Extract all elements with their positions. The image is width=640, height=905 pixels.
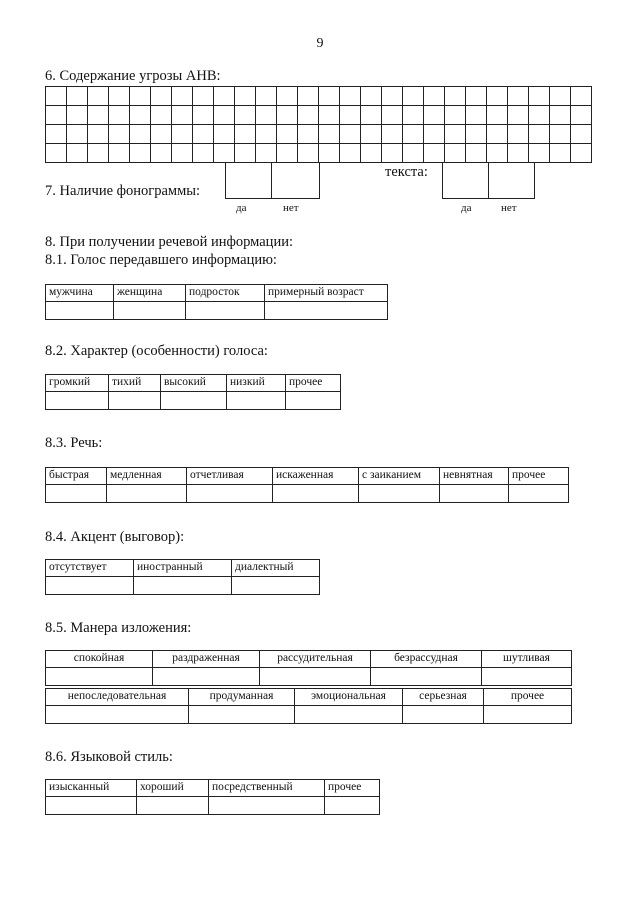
column-label: женщина bbox=[114, 285, 186, 302]
threat-grid-cell[interactable] bbox=[277, 125, 298, 144]
text-yes-label: да bbox=[461, 202, 472, 214]
threat-grid-cell[interactable] bbox=[550, 125, 571, 144]
threat-grid-cell[interactable] bbox=[403, 125, 424, 144]
answer-cell[interactable] bbox=[137, 797, 209, 815]
threat-grid-cell[interactable] bbox=[508, 125, 529, 144]
column-label: прочее bbox=[286, 375, 341, 392]
threat-grid-cell[interactable] bbox=[424, 87, 445, 106]
threat-grid-cell[interactable] bbox=[88, 106, 109, 125]
threat-grid-cell[interactable] bbox=[424, 106, 445, 125]
threat-grid-cell[interactable] bbox=[403, 144, 424, 163]
threat-grid-cell[interactable] bbox=[319, 106, 340, 125]
section-8-1-title: 8.1. Голос передавшего информацию: bbox=[45, 252, 277, 268]
answer-cell[interactable] bbox=[273, 485, 359, 503]
threat-grid-cell[interactable] bbox=[172, 144, 193, 163]
answer-cell[interactable] bbox=[46, 392, 109, 410]
threat-grid-cell[interactable] bbox=[256, 106, 277, 125]
phonogram-yes-label: да bbox=[236, 202, 247, 214]
threat-grid-cell[interactable] bbox=[571, 106, 592, 125]
threat-grid-cell[interactable] bbox=[235, 106, 256, 125]
section-8-2-title: 8.2. Характер (особенности) голоса: bbox=[45, 343, 268, 359]
answer-cell[interactable] bbox=[46, 485, 107, 503]
threat-grid-cell[interactable] bbox=[172, 125, 193, 144]
section-6-title: 6. Содержание угрозы АНВ: bbox=[45, 68, 221, 84]
threat-grid-cell[interactable] bbox=[466, 106, 487, 125]
threat-grid-cell[interactable] bbox=[109, 87, 130, 106]
column-label: прочее bbox=[509, 468, 569, 485]
threat-grid-cell[interactable] bbox=[550, 106, 571, 125]
answer-cell[interactable] bbox=[440, 485, 509, 503]
threat-grid-cell[interactable] bbox=[445, 125, 466, 144]
section-8-4-title: 8.4. Акцент (выговор): bbox=[45, 529, 185, 545]
threat-grid-cell[interactable] bbox=[403, 106, 424, 125]
threat-grid-cell[interactable] bbox=[445, 144, 466, 163]
answer-cell[interactable] bbox=[371, 668, 482, 686]
threat-grid-cell[interactable] bbox=[193, 125, 214, 144]
threat-grid-cell[interactable] bbox=[340, 144, 361, 163]
column-label: невнятная bbox=[440, 468, 509, 485]
column-label: диалектный bbox=[232, 560, 320, 577]
threat-grid-cell[interactable] bbox=[508, 144, 529, 163]
threat-grid-cell[interactable] bbox=[46, 87, 67, 106]
threat-grid-cell[interactable] bbox=[319, 144, 340, 163]
threat-grid-cell[interactable] bbox=[130, 87, 151, 106]
threat-grid-cell[interactable] bbox=[214, 106, 235, 125]
threat-grid-cell[interactable] bbox=[151, 125, 172, 144]
threat-grid-cell[interactable] bbox=[46, 125, 67, 144]
answer-cell[interactable] bbox=[186, 302, 265, 320]
threat-grid-cell[interactable] bbox=[67, 125, 88, 144]
answer-cell[interactable] bbox=[46, 668, 153, 686]
column-label: подросток bbox=[186, 285, 265, 302]
threat-grid-cell[interactable] bbox=[361, 144, 382, 163]
column-label: быстрая bbox=[46, 468, 107, 485]
answer-cell[interactable] bbox=[509, 485, 569, 503]
threat-grid-cell[interactable] bbox=[382, 144, 403, 163]
section-7-title: 7. Наличие фонограммы: bbox=[45, 183, 201, 199]
threat-grid-cell[interactable] bbox=[214, 125, 235, 144]
threat-grid-cell[interactable] bbox=[403, 87, 424, 106]
threat-grid-cell[interactable] bbox=[466, 144, 487, 163]
threat-grid-cell[interactable] bbox=[487, 125, 508, 144]
column-label: искаженная bbox=[273, 468, 359, 485]
accent-table bbox=[45, 559, 320, 595]
threat-grid-cell[interactable] bbox=[487, 144, 508, 163]
section-8-6-title: 8.6. Языковой стиль: bbox=[45, 749, 173, 765]
answer-cell[interactable] bbox=[153, 668, 260, 686]
manner-table-row1 bbox=[45, 650, 572, 686]
answer-cell[interactable] bbox=[189, 706, 295, 724]
threat-grid-cell[interactable] bbox=[193, 87, 214, 106]
column-label: безрассудная bbox=[371, 651, 482, 668]
threat-grid-cell[interactable] bbox=[46, 144, 67, 163]
answer-cell[interactable] bbox=[482, 668, 572, 686]
threat-grid-cell[interactable] bbox=[445, 87, 466, 106]
speech-table bbox=[45, 467, 569, 503]
threat-grid-cell[interactable] bbox=[130, 125, 151, 144]
threat-grid-cell[interactable] bbox=[172, 87, 193, 106]
language-style-table bbox=[45, 779, 380, 815]
threat-grid-cell[interactable] bbox=[130, 106, 151, 125]
column-label: посредственный bbox=[209, 780, 325, 797]
column-label: изысканный bbox=[46, 780, 137, 797]
threat-grid-cell[interactable] bbox=[151, 87, 172, 106]
answer-cell[interactable] bbox=[187, 485, 273, 503]
threat-grid-cell[interactable] bbox=[298, 106, 319, 125]
column-label: рассудительная bbox=[260, 651, 371, 668]
threat-grid-cell[interactable] bbox=[130, 144, 151, 163]
threat-grid-cell[interactable] bbox=[109, 144, 130, 163]
text-no-label: нет bbox=[501, 202, 517, 214]
threat-grid-cell[interactable] bbox=[466, 87, 487, 106]
column-label: иностранный bbox=[134, 560, 232, 577]
threat-grid-cell[interactable] bbox=[571, 125, 592, 144]
threat-grid-cell[interactable] bbox=[571, 144, 592, 163]
column-label: раздраженная bbox=[153, 651, 260, 668]
answer-cell[interactable] bbox=[227, 392, 286, 410]
column-label: хороший bbox=[137, 780, 209, 797]
column-label: высокий bbox=[161, 375, 227, 392]
phonogram-no-box[interactable] bbox=[271, 162, 320, 199]
threat-grid-cell[interactable] bbox=[529, 87, 550, 106]
answer-cell[interactable] bbox=[359, 485, 440, 503]
column-label: спокойная bbox=[46, 651, 153, 668]
threat-grid-cell[interactable] bbox=[319, 125, 340, 144]
threat-grid-cell[interactable] bbox=[445, 106, 466, 125]
threat-grid-cell[interactable] bbox=[298, 144, 319, 163]
threat-grid-cell[interactable] bbox=[382, 125, 403, 144]
threat-content-grid bbox=[45, 86, 592, 163]
column-label: непоследовательная bbox=[46, 689, 189, 706]
voice-table bbox=[45, 284, 388, 320]
column-label: с заиканием bbox=[359, 468, 440, 485]
threat-grid-cell[interactable] bbox=[571, 87, 592, 106]
page-number: 9 bbox=[316, 36, 324, 51]
threat-grid-cell[interactable] bbox=[361, 125, 382, 144]
threat-grid-cell[interactable] bbox=[550, 144, 571, 163]
threat-grid-cell[interactable] bbox=[235, 144, 256, 163]
answer-cell[interactable] bbox=[232, 577, 320, 595]
threat-grid-cell[interactable] bbox=[256, 87, 277, 106]
threat-grid-cell[interactable] bbox=[193, 106, 214, 125]
answer-cell[interactable] bbox=[46, 706, 189, 724]
threat-grid-cell[interactable] bbox=[67, 144, 88, 163]
column-label: продуманная bbox=[189, 689, 295, 706]
threat-grid-cell[interactable] bbox=[340, 87, 361, 106]
threat-grid-cell[interactable] bbox=[67, 106, 88, 125]
threat-grid-cell[interactable] bbox=[172, 106, 193, 125]
column-label: эмоциональная bbox=[295, 689, 403, 706]
answer-cell[interactable] bbox=[114, 302, 186, 320]
column-label: примерный возраст bbox=[265, 285, 388, 302]
column-label: прочее bbox=[325, 780, 380, 797]
threat-grid-cell[interactable] bbox=[214, 144, 235, 163]
threat-grid-cell[interactable] bbox=[298, 125, 319, 144]
threat-grid-cell[interactable] bbox=[109, 125, 130, 144]
threat-grid-cell[interactable] bbox=[382, 106, 403, 125]
column-label: шутливая bbox=[482, 651, 572, 668]
answer-cell[interactable] bbox=[161, 392, 227, 410]
answer-cell[interactable] bbox=[134, 577, 232, 595]
threat-grid-cell[interactable] bbox=[277, 87, 298, 106]
threat-grid-cell[interactable] bbox=[256, 125, 277, 144]
threat-grid-cell[interactable] bbox=[151, 106, 172, 125]
threat-grid-cell[interactable] bbox=[277, 106, 298, 125]
answer-cell[interactable] bbox=[209, 797, 325, 815]
answer-cell[interactable] bbox=[325, 797, 380, 815]
column-label: отсутствует bbox=[46, 560, 134, 577]
threat-grid-cell[interactable] bbox=[487, 106, 508, 125]
threat-grid-cell[interactable] bbox=[235, 87, 256, 106]
threat-grid-cell[interactable] bbox=[550, 87, 571, 106]
answer-cell[interactable] bbox=[484, 706, 572, 724]
phonogram-yes-box[interactable] bbox=[225, 162, 272, 199]
section-8-title: 8. При получении речевой информации: bbox=[45, 234, 293, 250]
threat-grid-cell[interactable] bbox=[361, 87, 382, 106]
answer-cell[interactable] bbox=[286, 392, 341, 410]
voice-character-table bbox=[45, 374, 341, 410]
answer-cell[interactable] bbox=[260, 668, 371, 686]
threat-grid-cell[interactable] bbox=[151, 144, 172, 163]
threat-grid-cell[interactable] bbox=[382, 87, 403, 106]
threat-grid-cell[interactable] bbox=[235, 125, 256, 144]
threat-grid-cell[interactable] bbox=[193, 144, 214, 163]
column-label: медленная bbox=[107, 468, 187, 485]
column-label: низкий bbox=[227, 375, 286, 392]
threat-grid-cell[interactable] bbox=[529, 106, 550, 125]
text-yes-box[interactable] bbox=[442, 162, 489, 199]
threat-grid-cell[interactable] bbox=[214, 87, 235, 106]
threat-grid-cell[interactable] bbox=[424, 125, 445, 144]
threat-grid-cell[interactable] bbox=[340, 106, 361, 125]
threat-grid-cell[interactable] bbox=[529, 144, 550, 163]
threat-grid-cell[interactable] bbox=[298, 87, 319, 106]
threat-grid-cell[interactable] bbox=[424, 144, 445, 163]
threat-grid-cell[interactable] bbox=[340, 125, 361, 144]
column-label: серьезная bbox=[403, 689, 484, 706]
threat-grid-cell[interactable] bbox=[529, 125, 550, 144]
threat-grid-cell[interactable] bbox=[46, 106, 67, 125]
answer-cell[interactable] bbox=[403, 706, 484, 724]
phonogram-no-label: нет bbox=[283, 202, 299, 214]
threat-grid-cell[interactable] bbox=[67, 87, 88, 106]
text-label: текста: bbox=[385, 164, 428, 180]
answer-cell[interactable] bbox=[46, 577, 134, 595]
threat-grid-cell[interactable] bbox=[487, 87, 508, 106]
column-label: тихий bbox=[109, 375, 161, 392]
answer-cell[interactable] bbox=[109, 392, 161, 410]
threat-grid-cell[interactable] bbox=[88, 125, 109, 144]
threat-grid-cell[interactable] bbox=[88, 144, 109, 163]
threat-grid-cell[interactable] bbox=[508, 87, 529, 106]
manner-table-row2 bbox=[45, 688, 572, 724]
text-no-box[interactable] bbox=[488, 162, 535, 199]
answer-cell[interactable] bbox=[46, 797, 137, 815]
answer-cell[interactable] bbox=[46, 302, 114, 320]
column-label: прочее bbox=[484, 689, 572, 706]
threat-grid-cell[interactable] bbox=[466, 125, 487, 144]
section-8-5-title: 8.5. Манера изложения: bbox=[45, 620, 192, 636]
threat-grid-cell[interactable] bbox=[508, 106, 529, 125]
threat-grid-cell[interactable] bbox=[109, 106, 130, 125]
answer-cell[interactable] bbox=[295, 706, 403, 724]
section-8-3-title: 8.3. Речь: bbox=[45, 435, 103, 451]
answer-cell[interactable] bbox=[107, 485, 187, 503]
threat-grid-cell[interactable] bbox=[319, 87, 340, 106]
answer-cell[interactable] bbox=[265, 302, 388, 320]
column-label: мужчина bbox=[46, 285, 114, 302]
threat-grid-cell[interactable] bbox=[256, 144, 277, 163]
threat-grid-cell[interactable] bbox=[88, 87, 109, 106]
column-label: отчетливая bbox=[187, 468, 273, 485]
threat-grid-cell[interactable] bbox=[361, 106, 382, 125]
column-label: громкий bbox=[46, 375, 109, 392]
threat-grid-cell[interactable] bbox=[277, 144, 298, 163]
